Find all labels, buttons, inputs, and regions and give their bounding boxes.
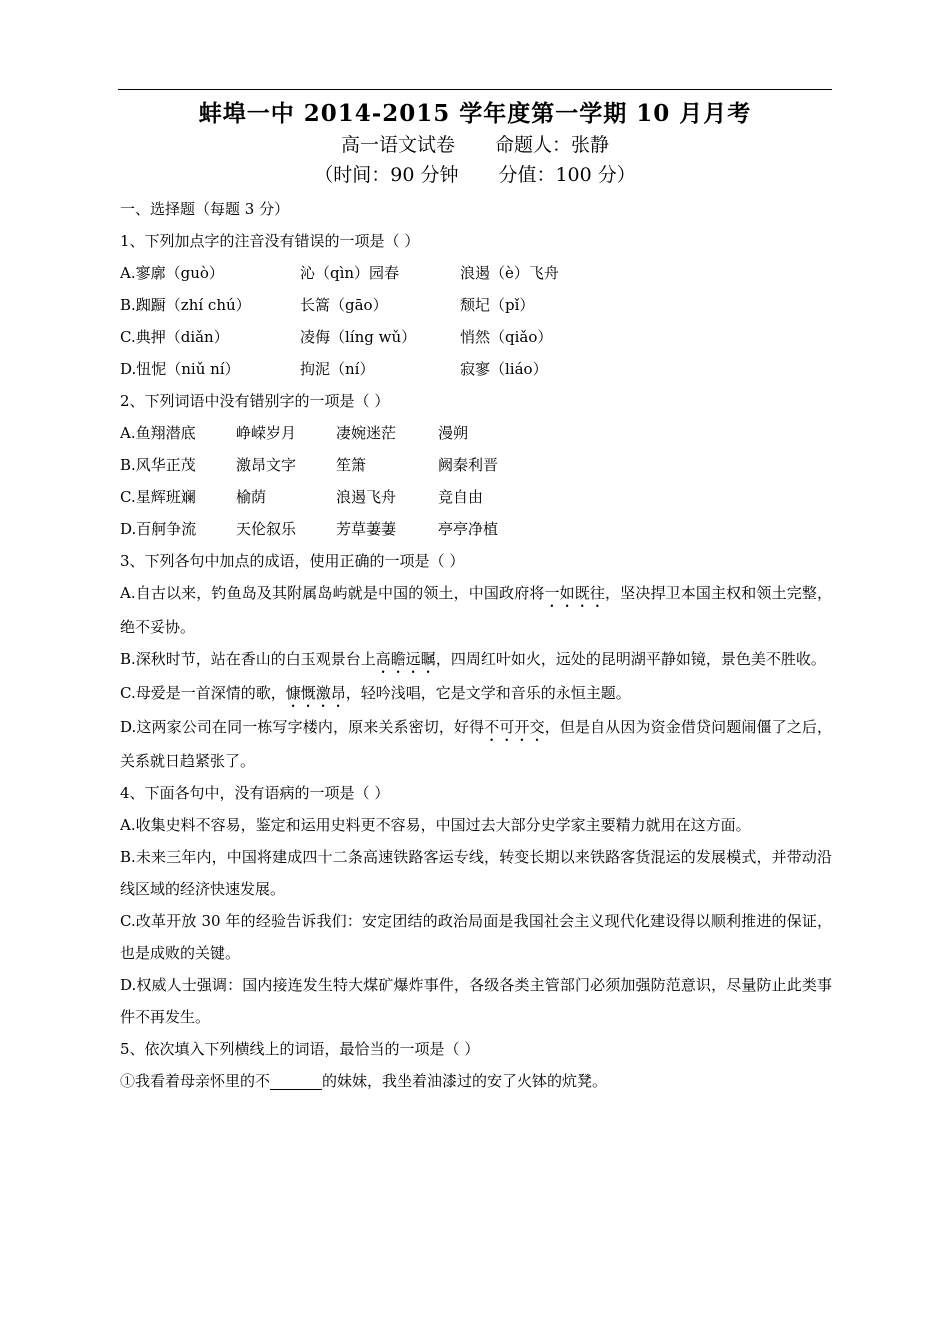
time-label: （时间：90 分钟 — [314, 164, 459, 186]
q2-d-word4: 亭亭净植 — [438, 520, 499, 538]
header-rule — [118, 89, 832, 90]
exam-title: 蚌埠一中 2014-2015 学年度第一学期 10 月月考 — [198, 100, 752, 127]
q1-option-c — [120, 321, 832, 353]
q3-d-idiom: 不可开交 — [484, 718, 545, 736]
q1-a-item2: 沁（qìn）园春 — [300, 264, 400, 282]
exam-meta — [0, 160, 950, 187]
section-heading: 一、选择题（每题 3 分） — [120, 200, 290, 218]
exam-subtitle — [0, 130, 950, 157]
q3-b-text-post: ，四周红叶如火，远处的昆明湖平静如镜，景色美不胜收。 — [435, 650, 826, 668]
q3-d-text-post: ，但是自从因为资金借贷问题闹僵了之后，关系就日趋紧张了。 — [120, 718, 832, 770]
q2-d-word1: D.百舸争流 — [120, 520, 197, 538]
q2-option-b — [120, 449, 832, 481]
q4-option-d: D.权威人士强调：国内接连发生特大煤矿爆炸事件，各级各类主管部门必须加强防范意识，尽量防止此类事件不再发生。 — [120, 976, 832, 1026]
q2-stem: 2、下列词语中没有错别字的一项是（ ） — [120, 392, 390, 410]
q2-b-word4: 阙秦利晋 — [438, 456, 499, 474]
q1-option-d — [120, 353, 832, 385]
q1-b-item2: 长篙（gāo） — [300, 296, 388, 314]
q2-c-word1: C.星辉班斓 — [120, 488, 196, 506]
q3-c-text-pre: C.母爱是一首深情的歌， — [120, 684, 286, 702]
q1-c-item1: C.典押（diǎn） — [120, 328, 229, 346]
q3-option-c — [120, 677, 832, 711]
q1-d-item2: 拘泥（ní） — [300, 360, 375, 378]
q3-option-b — [120, 643, 832, 677]
q3-b-text-pre: B.深秋时节，站在香山的白玉观景台上 — [120, 650, 376, 668]
q2-d-word2: 天伦叙乐 — [236, 520, 297, 538]
exam-body — [120, 193, 832, 1097]
subject-label: 高一语文试卷 — [340, 134, 455, 156]
q2-b-word1: B.风华正茂 — [120, 456, 196, 474]
q2-option-d — [120, 513, 832, 545]
q1-option-a — [120, 257, 832, 289]
q3-option-a — [120, 577, 832, 643]
q5-stem: 5、依次填入下列横线上的词语，最恰当的一项是（ ） — [120, 1040, 480, 1058]
q3-a-idiom: 一如既往 — [544, 584, 606, 602]
q4-option-b: B.未来三年内，中国将建成四十二条高速铁路客运专线，转变长期以来铁路客货混运的发展模式，并带动沿线区域的经济快速发展。 — [120, 848, 832, 898]
q2-c-word4: 竞自由 — [438, 488, 484, 506]
q1-c-item2: 凌侮（líng wǔ） — [300, 328, 417, 346]
q1-stem: 1、下列加点字的注音没有错误的一项是（ ） — [120, 232, 420, 250]
q3-a-text-post: ，坚决捍卫本国主权和领土完整，绝不妥协。 — [120, 584, 832, 636]
q2-b-word2: 激昂文字 — [236, 456, 297, 474]
q2-c-word3: 浪遏飞舟 — [336, 488, 397, 506]
q2-option-a — [120, 417, 832, 449]
q1-b-item3: 颓圮（pǐ） — [460, 296, 535, 314]
q3-option-d — [120, 711, 832, 777]
q1-c-item3: 悄然（qiǎo） — [460, 328, 553, 346]
q4-option-c: C.改革开放 30 年的经验告诉我们：安定团结的政治局面是我国社会主义现代化建设得以顺利推进的保证，也是成败的关键。 — [120, 912, 832, 962]
q3-d-text-pre: D.这两家公司在同一栋写字楼内，原来关系密切，好得 — [120, 718, 485, 736]
q1-d-item3: 寂寥（liáo） — [460, 360, 548, 378]
q5-s1-post: 的妹妹，我坐着油漆过的安了火钵的炕凳。 — [322, 1072, 608, 1090]
q4-stem: 4、下面各句中，没有语病的一项是（ ） — [120, 784, 390, 802]
q1-b-item1: B.踟蹰（zhí chú） — [120, 296, 251, 314]
author-label: 命题人：张静 — [495, 134, 610, 156]
q2-a-word2: 峥嵘岁月 — [236, 424, 297, 442]
q5-sentence-1 — [120, 1065, 832, 1097]
q2-a-word3: 凄婉迷茫 — [336, 424, 397, 442]
q5-s1-pre: ①我看着母亲怀里的不 — [120, 1072, 271, 1090]
q1-a-item3: 浪遏（è）飞舟 — [460, 264, 559, 282]
q4-option-a: A.收集史料不容易，鉴定和运用史料更不容易，中国过去大部分史学家主要精力就用在这方面。 — [120, 816, 751, 834]
q3-a-text-pre: A.自古以来，钓鱼岛及其附属岛屿就是中国的领土，中国政府将 — [120, 584, 545, 602]
q2-a-word1: A.鱼翔潜底 — [120, 424, 196, 442]
score-label: 分值：100 分） — [498, 164, 636, 186]
q3-stem: 3、下列各句中加点的成语，使用正确的一项是（ ） — [120, 552, 465, 570]
q3-c-idiom: 慷慨激昂 — [285, 684, 346, 702]
q1-d-item1: D.忸怩（niǔ ní） — [120, 360, 240, 378]
q2-b-word3: 笙箫 — [336, 456, 367, 474]
q2-c-word2: 榆荫 — [236, 488, 267, 506]
q2-option-c — [120, 481, 832, 513]
q2-d-word3: 芳草萋萋 — [336, 520, 397, 538]
q3-b-idiom: 高瞻远瞩 — [375, 650, 436, 668]
q3-c-text-post: ，轻吟浅唱，它是文学和音乐的永恒主题。 — [345, 684, 631, 702]
q2-a-word4: 漫朔 — [438, 424, 469, 442]
q5-s1-blank — [270, 1071, 322, 1090]
q1-option-b — [120, 289, 832, 321]
q1-a-item1: A.寥廓（guò） — [120, 264, 224, 282]
